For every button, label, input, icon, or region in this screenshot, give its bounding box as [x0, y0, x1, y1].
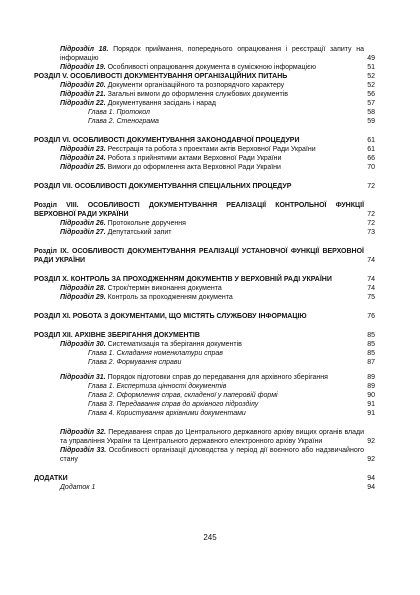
toc-entry — [34, 391, 375, 400]
toc-entry-title — [60, 446, 364, 464]
toc-entry-title — [34, 182, 364, 191]
toc-entry-title — [88, 382, 364, 391]
toc-entry-title — [60, 293, 364, 302]
toc-entry — [34, 219, 375, 228]
toc-entry — [34, 483, 375, 492]
toc-entry — [34, 400, 375, 409]
toc-entry-text: Документування засідань і нарад — [107, 100, 216, 107]
toc-entry-page: 61 — [367, 146, 375, 153]
toc-entry-page: 57 — [367, 100, 375, 107]
toc-entry-text: РОЗДІЛ X. КОНТРОЛЬ ЗА ПРОХОДЖЕННЯМ ДОКУМЕНТІВ У ВЕРХОВНІЙ РАДІ УКРАЇНИ — [34, 276, 332, 283]
toc-entry-text: Контроль за проходженням документа — [107, 294, 233, 301]
toc-entry-text: ДОДАТКИ — [34, 475, 68, 482]
toc-entry-text: Глава 2. Стенограма — [88, 118, 159, 125]
toc-entry-title — [88, 108, 364, 117]
toc-entry-text: Глава 2. Оформлення справ, складеної у паперовій формі — [88, 392, 278, 399]
toc-entry-title — [88, 349, 364, 358]
toc-entry-title — [60, 45, 364, 63]
toc-entry — [34, 81, 375, 90]
toc-entry — [34, 340, 375, 349]
toc-entry-page: 91 — [367, 410, 375, 417]
toc-entry-page: 72 — [367, 220, 375, 227]
toc-entry-number: Підрозділ 19. — [60, 64, 106, 71]
toc-entry-title — [60, 145, 364, 154]
toc-entry-page: 87 — [367, 359, 375, 366]
toc-entry — [34, 45, 375, 63]
toc-entry — [34, 312, 375, 321]
toc-entry-title — [60, 284, 364, 293]
toc-entry-title — [34, 136, 364, 145]
toc-entry-number: Підрозділ 32. — [60, 429, 106, 436]
toc-entry-text: РОЗДІЛ VII. ОСОБЛИВОСТІ ДОКУМЕНТУВАННЯ СПЕЦІАЛЬНИХ ПРОЦЕДУР — [34, 183, 292, 190]
toc-entry-page: 89 — [367, 383, 375, 390]
toc-entry — [34, 145, 375, 154]
toc-entry-number: Підрозділ 30. — [60, 341, 106, 348]
toc-entry-title — [60, 228, 364, 237]
toc-entry — [34, 182, 375, 191]
toc-entry-number: Підрозділ 23. — [60, 146, 106, 153]
toc-entry-page: 85 — [367, 332, 375, 339]
toc-entry-title — [60, 163, 364, 172]
toc-entry-text: Строк/термін виконання документа — [107, 285, 222, 292]
toc-entry-title — [60, 373, 364, 382]
toc-entry-title — [60, 99, 364, 108]
toc-entry — [34, 428, 375, 446]
toc-entry-page: 70 — [367, 164, 375, 171]
toc-entry-title — [60, 483, 364, 492]
toc-entry-title — [60, 63, 364, 72]
toc-entry-number: Підрозділ 18. — [60, 46, 109, 53]
toc-entry-text: Протокольне доручення — [107, 220, 186, 227]
toc-entry-title — [60, 154, 364, 163]
toc-entry-text: Додаток 1 — [60, 484, 96, 491]
toc-entry — [34, 382, 375, 391]
toc-entry — [34, 293, 375, 302]
toc-entry-page: 76 — [367, 313, 375, 320]
toc-entry-page: 74 — [367, 257, 375, 264]
toc-entry-text: РОЗДІЛ VI. ОСОБЛИВОСТІ ДОКУМЕНТУВАННЯ ЗАКОНОДАВЧОЇ ПРОЦЕДУРИ — [34, 137, 300, 144]
toc-entry-text: Реєстрація та робота з проектами актів Верховної Ради України — [107, 146, 316, 153]
toc-entry — [34, 163, 375, 172]
toc-entry-text: Систематизація та зберігання документів — [107, 341, 242, 348]
toc-entry-page: 74 — [367, 276, 375, 283]
toc-entry — [34, 228, 375, 237]
toc-entry-text: Глава 1. Експертиза цінності документів — [88, 383, 227, 390]
toc-entry-title — [34, 201, 364, 219]
toc-entry-title — [34, 331, 364, 340]
toc-entry-page: 94 — [367, 484, 375, 491]
toc-entry-page: 52 — [367, 73, 375, 80]
toc-entry-text: Розділ IX. ОСОБЛИВОСТІ ДОКУМЕНТУВАННЯ РЕАЛІЗАЦІЇ УСТАНОВЧОЇ ФУНКЦІЇ ВЕРХОВНОЇ РАДИ УКРАЇНИ — [34, 248, 364, 264]
toc-entry-page: 51 — [367, 64, 375, 71]
toc-entry-title — [34, 474, 364, 483]
toc-entry-page: 92 — [367, 438, 375, 445]
toc-entry-title — [60, 219, 364, 228]
toc-entry-page: 90 — [367, 392, 375, 399]
toc-entry-page: 52 — [367, 82, 375, 89]
toc-entry-title — [88, 117, 364, 126]
toc-entry-text: Передавання справ до Центрального державного архіву вищих органів влади та управління України та Центрального державного електронного архіву України — [60, 429, 364, 445]
toc-entry-number: Підрозділ 33. — [60, 447, 107, 454]
toc-entry-number: Підрозділ 27. — [60, 229, 106, 236]
toc-entry — [34, 373, 375, 382]
toc-entry-text: Розділ VIII. ОСОБЛИВОСТІ ДОКУМЕНТУВАННЯ РЕАЛІЗАЦІЇ КОНТРОЛЬНОЇ ФУНКЦІЇ ВЕРХОВНОЇ РАДИ УКРАЇНИ — [34, 202, 364, 218]
table-of-contents — [34, 45, 375, 492]
toc-entry — [34, 154, 375, 163]
toc-entry-text: Глава 2. Формування справи — [88, 359, 182, 366]
toc-entry-page: 89 — [367, 374, 375, 381]
toc-entry-title — [34, 312, 364, 321]
toc-entry-page: 73 — [367, 229, 375, 236]
toc-entry-number: Підрозділ 29. — [60, 294, 106, 301]
toc-entry-page: 72 — [367, 183, 375, 190]
toc-entry — [34, 331, 375, 340]
toc-entry-number: Підрозділ 22. — [60, 100, 106, 107]
toc-entry-title — [60, 90, 364, 99]
toc-entry-page: 72 — [367, 211, 375, 218]
toc-entry-text: Документи організаційного та розпорядчого характеру — [107, 82, 285, 89]
toc-entry-title — [34, 247, 364, 265]
toc-entry-text: Порядок підготовки справ до передавання для архівного зберігання — [107, 374, 328, 381]
toc-entry-page: 75 — [367, 294, 375, 301]
toc-entry — [34, 99, 375, 108]
toc-entry-text: Вимоги до оформлення акта Верховної Ради України — [107, 164, 281, 171]
toc-entry-text: Депутатський запит — [107, 229, 172, 236]
toc-entry — [34, 349, 375, 358]
toc-entry — [34, 358, 375, 367]
toc-entry-number: Підрозділ 20. — [60, 82, 106, 89]
toc-entry-title — [34, 72, 364, 81]
toc-entry-number: Підрозділ 21. — [60, 91, 106, 98]
toc-entry-text: Загальні вимоги до оформлення службових документів — [107, 91, 288, 98]
toc-entry — [34, 90, 375, 99]
toc-entry-title — [60, 428, 364, 446]
toc-entry-text: РОЗДІЛ V. ОСОБЛИВОСТІ ДОКУМЕНТУВАННЯ ОРГАНІЗАЦІЙНИХ ПИТАНЬ — [34, 73, 288, 80]
toc-entry-text: РОЗДІЛ XII. АРХІВНЕ ЗБЕРІГАННЯ ДОКУМЕНТІВ — [34, 332, 200, 339]
toc-entry — [34, 446, 375, 464]
toc-entry-page: 85 — [367, 341, 375, 348]
toc-entry-title — [88, 409, 364, 418]
toc-entry-page: 94 — [367, 475, 375, 482]
toc-entry-page: 61 — [367, 137, 375, 144]
toc-entry-text: Порядок приймання, попереднього опрацювання і реєстрації запиту на інформацію — [60, 46, 365, 62]
toc-entry-number: Підрозділ 31. — [60, 374, 106, 381]
toc-entry — [34, 474, 375, 483]
toc-entry-number: Підрозділ 25. — [60, 164, 106, 171]
toc-entry-page: 66 — [367, 155, 375, 162]
toc-entry — [34, 409, 375, 418]
page-number: 245 — [203, 533, 217, 542]
toc-entry-text: Особливості опрацювання документа в сумісжною інформацією — [107, 64, 316, 71]
toc-entry — [34, 63, 375, 72]
toc-entry-text: Робота з прийнятими актами Верховної Ради України — [107, 155, 282, 162]
toc-entry — [34, 275, 375, 284]
toc-entry-text: Особливості організації діловодства у період дії воєнного або надзвичайного стану — [60, 447, 365, 463]
toc-entry-page: 85 — [367, 350, 375, 357]
toc-entry-page: 58 — [367, 109, 375, 116]
toc-entry-title — [88, 400, 364, 409]
toc-entry-page: 59 — [367, 118, 375, 125]
toc-entry-title — [34, 275, 364, 284]
toc-entry-title — [88, 391, 364, 400]
toc-entry-number: Підрозділ 24. — [60, 155, 106, 162]
toc-entry — [34, 72, 375, 81]
toc-entry-text: Глава 1. Протокол — [88, 109, 150, 116]
toc-entry — [34, 108, 375, 117]
toc-entry — [34, 284, 375, 293]
toc-entry — [34, 201, 375, 219]
toc-entry-title — [60, 81, 364, 90]
toc-entry-page: 56 — [367, 91, 375, 98]
toc-entry-text: Глава 4. Користування архівними документами — [88, 410, 246, 417]
toc-entry-page: 92 — [367, 456, 375, 463]
toc-entry-title — [60, 340, 364, 349]
toc-entry-page: 49 — [367, 55, 375, 62]
toc-entry-text: РОЗДІЛ XI. РОБОТА З ДОКУМЕНТАМИ, ЩО МІСТЯТЬ СЛУЖБОВУ ІНФОРМАЦІЮ — [34, 313, 307, 320]
toc-entry-number: Підрозділ 28. — [60, 285, 106, 292]
toc-entry — [34, 247, 375, 265]
toc-entry-page: 91 — [367, 401, 375, 408]
toc-entry-text: Глава 1. Складання номенклатури справ — [88, 350, 223, 357]
toc-entry — [34, 136, 375, 145]
toc-entry-number: Підрозділ 26. — [60, 220, 106, 227]
toc-entry-page: 74 — [367, 285, 375, 292]
toc-entry-text: Глава 3. Передавання справ до архівного підрозділу — [88, 401, 259, 408]
toc-entry-title — [88, 358, 364, 367]
toc-entry — [34, 117, 375, 126]
